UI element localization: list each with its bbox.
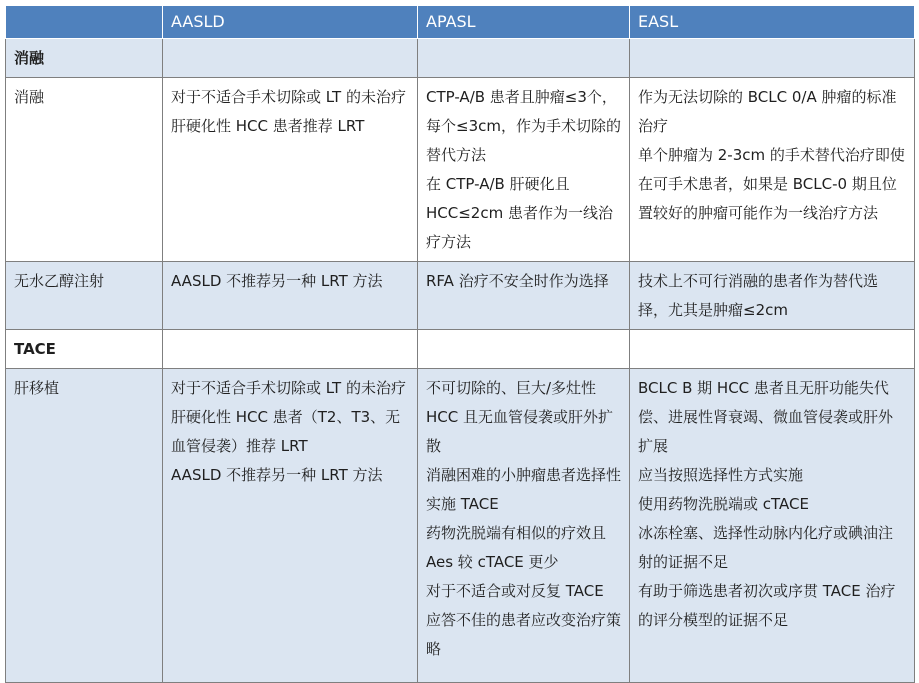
aasld-cell: AASLD 不推荐另一种 LRT 方法 (163, 262, 418, 330)
cell-line: 应当按照选择性方式实施 (638, 466, 804, 484)
empty-cell (163, 330, 418, 369)
cell-line: 消融困难的小肿瘤患者选择性实施 TACE (426, 466, 622, 513)
section-row-tace (6, 330, 915, 369)
header-easl: EASL (630, 6, 915, 39)
header-aasld: AASLD (163, 6, 418, 39)
empty-cell (163, 39, 418, 78)
cell-line: AASLD 不推荐另一种 LRT 方法 (171, 466, 383, 484)
cell-line: 冰冻栓塞、选择性动脉内化疗或碘油注射的证据不足 (638, 524, 894, 571)
table-row-ethanol-injection (6, 262, 915, 330)
cell-line: CTP-A/B 患者且肿瘤≤3个，每个≤3cm，作为手术切除的替代方法 (426, 88, 621, 164)
row-label: 肝移植 (6, 369, 163, 683)
cell-line: 使用药物洗脱端或 cTACE (638, 495, 809, 513)
empty-cell (630, 330, 915, 369)
empty-cell (630, 39, 915, 78)
row-label: 消融 (6, 78, 163, 262)
cell-line: 药物洗脱端有相似的疗效且 Aes 较 cTACE 更少 (426, 524, 607, 571)
row-label: 无水乙醇注射 (6, 262, 163, 330)
cell-line: 单个肿瘤为 2-3cm 的手术替代治疗即使在可手术患者，如果是 BCLC-0 期且位置较好的肿瘤可能作为一线治疗方法 (638, 146, 905, 222)
aasld-cell (163, 78, 418, 262)
section-label: TACE (6, 330, 163, 369)
easl-cell (630, 369, 915, 683)
cell-line: 有助于筛选患者初次或序贯 TACE 治疗的评分模型的证据不足 (638, 582, 896, 629)
empty-cell (418, 39, 630, 78)
table-row-liver-transplant (6, 369, 915, 683)
cell-line: 作为无法切除的 BCLC 0/A 肿瘤的标准治疗 (638, 88, 897, 135)
easl-cell (630, 78, 915, 262)
cell-line: 不可切除的、巨大/多灶性 HCC 且无血管侵袭或肝外扩散 (426, 379, 613, 455)
cell-line: 对于不适合手术切除或 LT 的未治疗肝硬化性 HCC 患者（T2、T3、无血管侵袭）推荐 LRT (171, 379, 406, 455)
section-label: 消融 (6, 39, 163, 78)
cell-line: 对于不适合或对反复 TACE 应答不佳的患者应改变治疗策略 (426, 582, 622, 658)
empty-cell (418, 330, 630, 369)
cell-line: 对于不适合手术切除或 LT 的未治疗肝硬化性 HCC 患者推荐 LRT (171, 88, 406, 135)
cell-line: 在 CTP-A/B 肝硬化且 HCC≤2cm 患者作为一线治疗方法 (426, 175, 613, 251)
guideline-comparison-table (5, 5, 915, 683)
header-apasl: APASL (418, 6, 630, 39)
table-row-ablation (6, 78, 915, 262)
easl-cell: 技术上不可行消融的患者作为替代选择，尤其是肿瘤≤2cm (630, 262, 915, 330)
apasl-cell (418, 78, 630, 262)
apasl-cell (418, 369, 630, 683)
cell-line: BCLC B 期 HCC 患者且无肝功能失代偿、进展性肾衰竭、微血管侵袭或肝外扩展 (638, 379, 894, 455)
table-header-row (6, 6, 915, 39)
header-empty-cell (6, 6, 163, 39)
section-row-ablation (6, 39, 915, 78)
apasl-cell: RFA 治疗不安全时作为选择 (418, 262, 630, 330)
aasld-cell (163, 369, 418, 683)
